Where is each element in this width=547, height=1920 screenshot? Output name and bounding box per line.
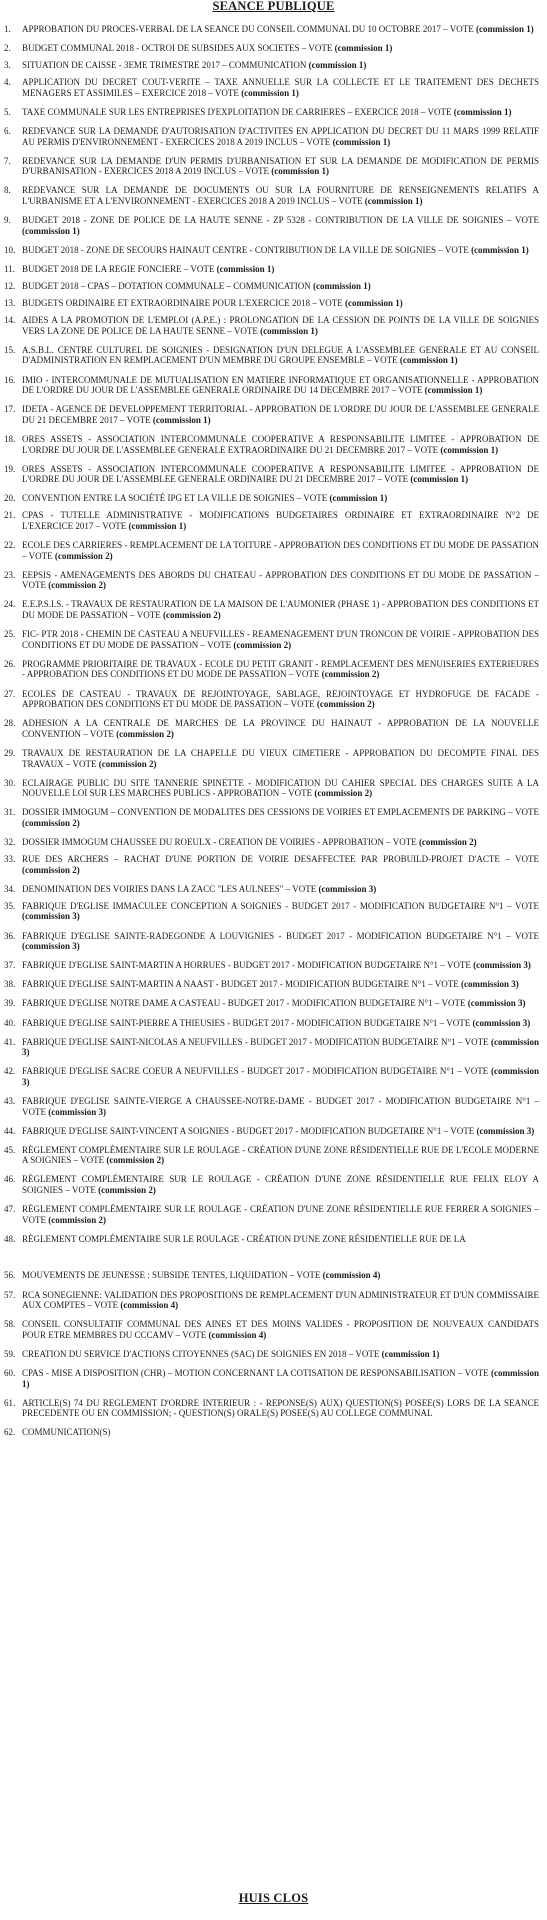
agenda-item <box>0 901 547 922</box>
commission-label: (commission 2) <box>48 1214 106 1225</box>
agenda-item-text: IDETA - AGENCE DE DEVELOPPEMENT TERRITORIAL - APPROBATION DE L'ORDRE DU JOUR DE L'ASSEMBLEE GENERALE DU 21 DECEMBRE 2017 – VOTE <box>22 404 539 425</box>
agenda-item-text: FABRIQUE D'EGLISE IMMACULEE CONCEPTION A SOIGNIES - BUDGET 2017 - MODIFICATION BUDGETAIRE N°1 – VOTE <box>22 900 539 911</box>
commission-label: (commission 4) <box>120 1300 179 1311</box>
commission-label: (commission 1) <box>381 1348 440 1359</box>
agenda-item <box>0 748 547 769</box>
agenda-item-text: COMMUNICATION(S) <box>22 1427 111 1438</box>
agenda-item-number: 59. <box>4 1348 16 1359</box>
commission-label: (commission 2) <box>98 758 157 769</box>
agenda-item <box>0 493 547 504</box>
agenda-item-text: ECLAIRAGE PUBLIC DU SITE TANNERIE SPINETTE - MODIFICATION DU CAHIER SPECIAL DES CHARGES SUITE A LA NOUVELLE LOI SUR LES MARCHES PUBLICS - APPROBATION – VOTE <box>22 777 539 799</box>
agenda-item-number: 23. <box>4 569 16 580</box>
agenda-item-text: FABRIQUE D'EGLISE SAINTE-RADEGONDE A LOUVIGNIES - BUDGET 2017 - MODIFICATION BUDGETAIRE N°1 – VOTE <box>22 930 539 941</box>
agenda-item-text: FIC- PTR 2018 - CHEMIN DE CASTEAU A NEUFVILLES - REAMENAGEMENT D'UN TRONCON DE VOIRIE - APPROBATION DES CONDITIONS ET DU MODE DE PASSATION – VOTE <box>22 629 539 650</box>
agenda-item-number: 43. <box>4 1095 16 1106</box>
commission-label: (commission 3) <box>460 979 519 990</box>
agenda-item-text: ORES ASSETS - ASSOCIATION INTERCOMMUNALE COOPERATIVE A RESPONSABILITE LIMITEE - APPROBATION DE L'ORDRE DU JOUR DE L'ASSEMBLEE GENERALE ORDINAIRE DU 21 DECEMBRE 2017 – VOTE <box>22 463 539 485</box>
agenda-item <box>0 659 547 680</box>
agenda-item-text: RÈGLEMENT COMPLÉMENTAIRE SUR LE ROULAGE - CRÉATION D'UNE ZONE RÉSIDENTIELLE RUE FERRER A SOIGNIES – VOTE <box>22 1204 539 1225</box>
commission-label: (commission 2) <box>106 1155 165 1166</box>
agenda-item <box>0 60 547 71</box>
commission-label: (commission 1) <box>260 325 318 336</box>
agenda-item-text: FABRIQUE D'EGLISE SAINT-PIERRE A THIEUSIES - BUDGET 2017 - MODIFICATION BUDGETAIRE N°1 – VOTE <box>22 1017 471 1028</box>
commission-label: (commission 3) <box>22 1066 539 1087</box>
agenda-item <box>0 510 547 531</box>
commission-label: (commission 1) <box>128 521 187 531</box>
agenda-item-number: 13. <box>4 298 16 309</box>
agenda-item-text: FABRIQUE D'EGLISE NOTRE DAME A CASTEAU - BUDGET 2017 - MODIFICATION BUDGETAIRE N°1 – VOTE <box>22 998 466 1009</box>
commission-label: (commission 1) <box>475 24 534 34</box>
agenda-item-text: RUE DES ARCHERS – RACHAT D'UNE PORTION DE VOIRIE DESAFFECTEE PAR PROBUILD-PROJET D'ACTE – VOTE <box>22 854 539 865</box>
agenda-item <box>0 1174 547 1195</box>
commission-label: (commission 1) <box>399 355 458 366</box>
agenda-item-number: 38. <box>4 979 16 990</box>
agenda-item-number: 4. <box>4 77 11 88</box>
commission-label: (commission 2) <box>418 836 477 847</box>
agenda-item-number: 17. <box>4 404 16 415</box>
commission-label: (commission 2) <box>321 669 380 680</box>
agenda-item-number: 35. <box>4 900 16 911</box>
commission-label: (commission 2) <box>233 639 292 650</box>
commission-label: (commission 2) <box>314 788 373 799</box>
agenda-item-text: DOSSIER IMMOGUM – CONVENTION DE MODALITES DES CESSIONS DE VOIRIES ET EMPLACEMENTS DE PARKING – VOTE <box>22 807 539 818</box>
agenda-item-number: 57. <box>4 1289 16 1300</box>
commission-label: (commission 1) <box>410 474 469 485</box>
agenda-item <box>0 960 547 971</box>
commission-label: (commission 1) <box>471 244 529 255</box>
agenda-item-number: 31. <box>4 807 16 818</box>
agenda-item <box>0 1145 547 1166</box>
agenda-item <box>0 156 547 177</box>
agenda-item-number: 19. <box>4 463 16 474</box>
agenda-item-number: 22. <box>4 540 16 551</box>
agenda-item-number: 47. <box>4 1204 16 1215</box>
agenda-item-number: 37. <box>4 960 16 971</box>
agenda-item <box>0 884 547 895</box>
agenda-item-number: 3. <box>4 60 11 71</box>
commission-label: (commission 1) <box>22 225 80 236</box>
commission-label: (commission 2) <box>54 550 113 561</box>
agenda-item-text: ECOLE DES CARRIERES - REMPLACEMENT DE LA TOITURE - APPROBATION DES CONDITIONS ET DU MODE DE PASSATION – VOTE <box>22 540 539 561</box>
agenda-item-number: 2. <box>4 43 11 54</box>
agenda-item <box>0 434 547 455</box>
commission-label: (commission 1) <box>22 1367 539 1389</box>
agenda-item-number: 6. <box>4 126 11 137</box>
agenda-item <box>0 778 547 799</box>
agenda-item-text: SITUATION DE CAISSE - 3EME TRIMESTRE 2017 – COMMUNICATION <box>22 60 307 71</box>
agenda-item <box>0 807 547 828</box>
agenda-item <box>0 1096 547 1117</box>
agenda-item-text: BUDGET 2018 - ZONE DE POLICE DE LA HAUTE SENNE - ZP 5328 - CONTRIBUTION DE LA VILLE DE SOIGNIES – VOTE <box>22 215 539 226</box>
commission-label: (commission 2) <box>22 864 80 875</box>
agenda-item <box>0 979 547 990</box>
agenda-item-number: 18. <box>4 433 16 444</box>
commission-label: (commission 1) <box>334 43 393 54</box>
agenda-item <box>0 1037 547 1058</box>
commission-label: (commission 3) <box>22 941 80 952</box>
agenda-item <box>0 570 547 591</box>
agenda-item <box>0 1319 547 1340</box>
agenda-item-text: DENOMINATION DES VOIRIES DANS LA ZACC "LES AULNEES" – VOTE <box>22 883 317 894</box>
agenda-item <box>0 77 547 98</box>
commission-label: (commission 3) <box>48 1106 106 1117</box>
commission-label: (commission 3) <box>467 998 526 1009</box>
agenda-item-text: CPAS - TUTELLE ADMINISTRATIVE - MODIFICATIONS BUDGETAIRES ORDINAIRE ET EXTRAORDINAIRE N°2 DE L'EXERCICE 2017 – VOTE <box>22 510 539 531</box>
agenda-item-number: 16. <box>4 374 16 385</box>
agenda-item <box>0 599 547 620</box>
agenda-item <box>0 281 547 292</box>
agenda-item <box>0 854 547 875</box>
agenda-item-text: FABRIQUE D'EGLISE SAINT-MARTIN A NAAST - BUDGET 2017 - MODIFICATION BUDGETAIRE N°1 – VOTE <box>22 979 459 990</box>
agenda-item-text: TRAVAUX DE RESTAURATION DE LA CHAPELLE DU VIEUX CIMETIERE - APPROBATION DU DECOMPTE FINAL DES TRAVAUX – VOTE <box>22 747 539 769</box>
agenda-item <box>0 1427 547 1438</box>
agenda-item-number: 24. <box>4 599 16 610</box>
commission-label: (commission 1) <box>241 87 299 98</box>
agenda-item <box>0 1290 547 1311</box>
agenda-item <box>0 215 547 236</box>
commission-label: (commission 1) <box>313 281 371 291</box>
commission-label: (commission 1) <box>152 414 211 425</box>
commission-label: (commission 3) <box>476 1125 535 1136</box>
agenda-item-number: 34. <box>4 883 16 894</box>
agenda-item-number: 39. <box>4 998 16 1009</box>
agenda-item-text: A.S.B.L. CENTRE CULTUREL DE SOIGNIES - DESIGNATION D'UN DELEGUE A L'ASSEMBLEE GENERALE ET AU CONSEIL D'ADMINISTRATION EN REMPLACEMENT D'UN MEMBRE DU GROUPE ENSEMBLE – VOTE <box>22 344 539 366</box>
agenda-item-text: RÈGLEMENT COMPLÉMENTAIRE SUR LE ROULAGE - CRÉATION D'UNE ZONE RÉSIDENTIELLE RUE DE L'ECOLE MODERNE A SOIGNIES – VOTE <box>22 1144 539 1166</box>
agenda-item-text: ARTICLE(S) 74 DU REGLEMENT D'ORDRE INTERIEUR : - REPONSE(S) AUX) QUESTION(S) POSEE(S) LORS DE LA SEANCE PRECEDENTE OU EN COMMISSION; - QUESTION(S) ORALE(S) POSEE(S) AU COLLEGE COMMUNAL <box>22 1397 539 1419</box>
agenda-item <box>0 345 547 366</box>
commission-label: (commission 3) <box>318 883 377 894</box>
agenda-item-text: BUDGET 2018 - ZONE DE SECOURS HAINAUT CENTRE - CONTRIBUTION DE LA VILLE DE SOIGNIES – VOTE <box>22 244 469 255</box>
agenda-item-text: RÈGLEMENT COMPLÉMENTAIRE SUR LE ROULAGE - CRÉATION D'UNE ZONE RÉSIDENTIELLE RUE FELIX ELOY A SOIGNIES – VOTE <box>22 1174 539 1196</box>
agenda-item <box>0 404 547 425</box>
agenda-item-text: FABRIQUE D'EGLISE SAINT-VINCENT A SOIGNIES - BUDGET 2017 - MODIFICATION BUDGETAIRE N°1 – VOTE <box>22 1125 475 1136</box>
agenda-item <box>0 1126 547 1137</box>
agenda-item <box>0 107 547 118</box>
agenda-item-number: 1. <box>4 24 11 34</box>
agenda-item-text: CONVENTION ENTRE LA SOCIÉTÉ IPG ET LA VILLE DE SOIGNIES – VOTE <box>22 493 328 504</box>
agenda-item-number: 26. <box>4 658 16 669</box>
commission-label: (commission 3) <box>22 911 80 922</box>
agenda-item-text: CONSEIL CONSULTATIF COMMUNAL DES AINES ET DES MOINS VALIDES - PROPOSITION DE NOUVEAUX CANDIDATS POUR ETRE MEMBRES DU CCCAMV – VOTE <box>22 1319 539 1340</box>
agenda-item-text: FABRIQUE D'EGLISE SACRE COEUR A NEUFVILLES - BUDGET 2017 - MODIFICATION BUDGETAIRE N°1 – VOTE <box>22 1066 489 1077</box>
page-title: SEANCE PUBLIQUE <box>212 0 335 13</box>
commission-label: (commission 1) <box>424 385 483 396</box>
agenda-item-number: 29. <box>4 747 16 758</box>
agenda-item-text: FABRIQUE D'EGLISE SAINT-NICOLAS A NEUFVILLES - BUDGET 2017 - MODIFICATION BUDGETAIRE N°1 – VOTE <box>22 1036 489 1047</box>
agenda-item-text: BUDGETS ORDINAIRE ET EXTRAORDINAIRE POUR L'EXERCICE 2018 – VOTE <box>22 298 343 309</box>
agenda-item-text: E.E.P.S.I.S. - TRAVAUX DE RESTAURATION DE LA MAISON DE L'AUMONIER (PHASE 1) - APPROBATION DES CONDITIONS ET DU MODE DE PASSATION – VOTE <box>22 599 539 621</box>
agenda-item-text: TAXE COMMUNALE SUR LES ENTREPRISES D'EXPLOITATION DE CARRIERES – EXERCICE 2018 – VOTE <box>22 106 452 117</box>
agenda-item-number: 25. <box>4 629 16 640</box>
agenda-item-number: 30. <box>4 777 16 788</box>
commission-label: (commission 1) <box>308 60 367 71</box>
agenda-item <box>0 1066 547 1087</box>
agenda-item <box>0 689 547 710</box>
agenda-item-number: 7. <box>4 155 11 166</box>
agenda-item-text: ADHESION A LA CENTRALE DE MARCHES DE LA PROVINCE DU HAINAUT - APPROBATION DE LA NOUVELLE CONVENTION – VOTE <box>22 718 539 739</box>
agenda-item-number: 44. <box>4 1125 16 1136</box>
agenda-item <box>0 245 547 256</box>
commission-label: (commission 1) <box>332 136 391 147</box>
commission-label: (commission 3) <box>472 1017 531 1028</box>
agenda-list <box>0 24 547 1446</box>
agenda-item-text: DOSSIER IMMOGUM CHAUSSEE DU ROEULX - CREATION DE VOIRIES - APPROBATION – VOTE <box>22 836 417 847</box>
agenda-item <box>0 264 547 275</box>
agenda-item <box>0 998 547 1009</box>
agenda-item-number: 58. <box>4 1319 16 1330</box>
agenda-item <box>0 1349 547 1360</box>
agenda-item-text: APPLICATION DU DECRET COUT-VERITE – TAXE ANNUELLE SUR LA COLLECTE ET LE TRAITEMENT DES DECHETS MENAGERS ET ASSIMILES – EXERCICE 2018 – VOTE <box>22 77 539 98</box>
agenda-item <box>0 43 547 54</box>
agenda-item <box>0 464 547 485</box>
commission-label: (commission 2) <box>163 610 221 621</box>
commission-label: (commission 2) <box>48 580 106 591</box>
commission-label: (commission 4) <box>322 1270 381 1281</box>
agenda-item-text: AIDES A LA PROMOTION DE L'EMPLOI (A.P.E.) : PROLONGATION DE LA CESSION DE POINTS DE LA VILLE DE SOIGNIES VERS LA ZONE DE POLICE DE LA HAUTE SENNE – VOTE <box>22 315 539 336</box>
agenda-item-text: ORES ASSETS - ASSOCIATION INTERCOMMUNALE COOPERATIVE A RESPONSABILITE LIMITEE - APPROBATION DE L'ORDRE DU JOUR DE L'ASSEMBLEE GENERALE EXTRAORDINAIRE DU 21 DECEMBRE 2017 – VOTE <box>22 433 539 455</box>
agenda-item-text: REDEVANCE SUR LA DEMANDE D'AUTORISATION D'ACTIVITES EN APPLICATION DU DECRET DU 11 MARS 1999 RELATIF AU PERMIS D'ENVIRONNEMENT - EXERCICES 2018 A 2019 INCLUS – VOTE <box>22 126 539 147</box>
agenda-item-number: 60. <box>4 1367 16 1378</box>
agenda-item-text: APPROBATION DU PROCES-VERBAL DE LA SEANCE DU CONSEIL COMMUNAL DU 10 OCTOBRE 2017 – VOTE <box>22 24 474 34</box>
agenda-item <box>0 1234 547 1245</box>
agenda-item-number: 11. <box>4 263 15 274</box>
agenda-item <box>0 24 547 35</box>
commission-label: (commission 3) <box>22 1036 539 1058</box>
commission-label: (commission 2) <box>316 699 375 710</box>
commission-label: (commission 1) <box>453 106 512 117</box>
commission-label: (commission 4) <box>208 1329 267 1340</box>
agenda-item-number: 41. <box>4 1036 16 1047</box>
agenda-item <box>0 1204 547 1225</box>
agenda-item-text: FABRIQUE D'EGLISE SAINT-MARTIN A HORRUES - BUDGET 2017 - MODIFICATION BUDGETAIRE N°1 – VOTE <box>22 960 471 971</box>
agenda-item-number: 62. <box>4 1427 16 1438</box>
commission-label: (commission 1) <box>364 196 423 207</box>
commission-label: (commission 1) <box>271 166 329 177</box>
agenda-item-number: 12. <box>4 281 16 291</box>
agenda-item <box>0 185 547 206</box>
agenda-item <box>0 629 547 650</box>
agenda-item <box>0 1270 547 1281</box>
agenda-item-number: 48. <box>4 1233 16 1244</box>
agenda-item-number: 9. <box>4 215 11 226</box>
agenda-item-number: 33. <box>4 854 16 865</box>
agenda-item <box>0 126 547 147</box>
agenda-item-text: FABRIQUE D'EGLISE SAINTE-VIERGE A CHAUSSEE-NOTRE-DAME - BUDGET 2017 - MODIFICATION BUDGETAIRE N°1 – VOTE <box>22 1095 539 1117</box>
commission-label: (commission 3) <box>473 960 531 971</box>
agenda-item-text: BUDGET 2018 DE LA REGIE FONCIERE – VOTE <box>22 263 215 274</box>
agenda-item <box>0 1368 547 1389</box>
agenda-item-number: 28. <box>4 718 16 729</box>
closing-section-title: HUIS CLOS <box>238 1891 309 1905</box>
agenda-item-number: 14. <box>4 315 16 326</box>
commission-label: (commission 1) <box>345 298 403 309</box>
agenda-item-text: RÈGLEMENT COMPLÉMENTAIRE SUR LE ROULAGE - CRÉATION D'UNE ZONE RÉSIDENTIELLE RUE DE LA <box>22 1233 466 1244</box>
agenda-item <box>0 837 547 848</box>
agenda-item-text: BUDGET COMMUNAL 2018 - OCTROI DE SUBSIDES AUX SOCIETES – VOTE <box>22 43 333 54</box>
agenda-item-number: 42. <box>4 1066 16 1077</box>
agenda-item <box>0 718 547 739</box>
agenda-item-text: BUDGET 2018 – CPAS – DOTATION COMMUNALE – COMMUNICATION <box>22 281 311 291</box>
agenda-item-number: 27. <box>4 688 16 699</box>
agenda-item-text: CREATION DU SERVICE D'ACTIONS CITOYENNES (SAC) DE SOIGNIES EN 2018 – VOTE <box>22 1348 380 1359</box>
agenda-item-text: RCA SONEGIENNE: VALIDATION DES PROPOSITIONS DE REMPLACEMENT D'UN ADMINISTRATEUR ET D'UN COMMISSAIRE AUX COMPTES – VOTE <box>22 1289 539 1311</box>
commission-label: (commission 2) <box>98 1185 156 1196</box>
agenda-item-text: REDEVANCE SUR LA DEMANDE D'UN PERMIS D'URBANISATION ET SUR LA DEMANDE DE MODIFICATION DE PERMIS D'URBANISATION - EXERCICES 2018 A 2019 INCLUS – VOTE <box>22 155 539 177</box>
agenda-item-text: REDEVANCE SUR LA DEMANDE DE DOCUMENTS OU SUR LA FOURNITURE DE RENSEIGNEMENTS RELATIFS A L'URBANISME ET A L'ENVIRONNEMENT - EXERCICES 2018 A 2019 INCLUS – VOTE <box>22 185 539 207</box>
commission-label: (commission 2) <box>116 728 174 739</box>
agenda-item-number: 45. <box>4 1144 16 1155</box>
agenda-item-number: 36. <box>4 930 16 941</box>
agenda-item-text: CPAS - MISE A DISPOSITION (CHR) – MOTION CONCERNANT LA COTISATION DE RESPONSABILISATION – VOTE <box>22 1367 489 1378</box>
agenda-item <box>0 298 547 309</box>
agenda-item-number: 61. <box>4 1397 16 1408</box>
agenda-item-number: 40. <box>4 1017 16 1028</box>
agenda-item-number: 56. <box>4 1270 16 1281</box>
commission-label: (commission 1) <box>216 263 275 274</box>
agenda-item <box>0 540 547 561</box>
commission-label: (commission 2) <box>22 817 80 828</box>
agenda-item-text: PROGRAMME PRIORITAIRE DE TRAVAUX - ECOLE DU PETIT GRANIT - REMPLACEMENT DES MENUISERIES EXTERIEURES - APPROBATION DES CONDITIONS ET DU MODE DE PASSATION – VOTE <box>22 658 539 680</box>
agenda-item <box>0 315 547 336</box>
agenda-item <box>0 1018 547 1029</box>
agenda-item-number: 5. <box>4 106 11 117</box>
agenda-item-number: 8. <box>4 185 11 196</box>
agenda-item-number: 10. <box>4 244 16 255</box>
agenda-item-number: 46. <box>4 1174 16 1185</box>
agenda-item <box>0 375 547 396</box>
commission-label: (commission 1) <box>329 493 388 504</box>
commission-label: (commission 1) <box>440 444 499 455</box>
agenda-item-text: IMIO - INTERCOMMUNALE DE MUTUALISATION EN MATIERE INFORMATIQUE ET ORGANISATIONNELLE - APPROBATION DE L'ORDRE DU JOUR DE L'ASSEMBLEE GENERALE ORDINAIRE DU 14 DECEMBRE 2017 – VOTE <box>22 374 539 396</box>
agenda-item-number: 20. <box>4 493 16 504</box>
agenda-item-text: ECOLES DE CASTEAU - TRAVAUX DE REJOINTOYAGE, SABLAGE, REJOINTOYAGE ET HYDROFUGE DE FACADE - APPROBATION DES CONDITIONS ET DU MODE DE PASSATION – VOTE <box>22 688 539 710</box>
agenda-item-number: 15. <box>4 344 16 355</box>
agenda-item-text: MOUVEMENTS DE JEUNESSE : SUBSIDE TENTES, LIQUIDATION – VOTE <box>22 1270 321 1281</box>
agenda-item <box>0 1398 547 1419</box>
agenda-item-text: EEPSIS - AMENAGEMENTS DES ABORDS DU CHATEAU - APPROBATION DES CONDITIONS ET DU MODE DE PASSATION – VOTE <box>22 569 539 591</box>
agenda-item-number: 21. <box>4 510 16 521</box>
agenda-item-number: 32. <box>4 836 16 847</box>
agenda-item <box>0 931 547 952</box>
